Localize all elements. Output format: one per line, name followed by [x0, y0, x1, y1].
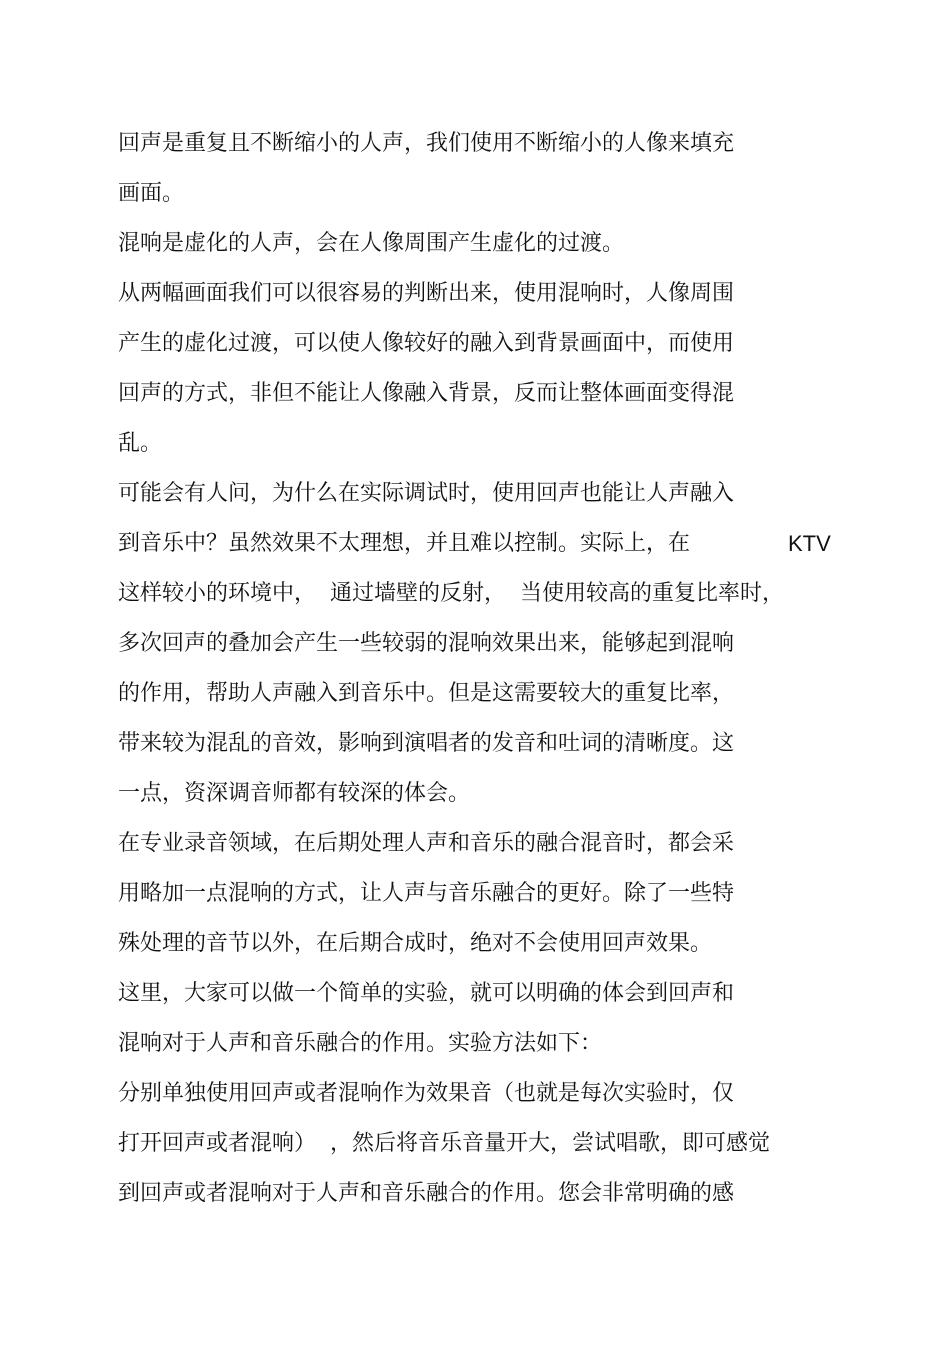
text-line-19: 混响对于人声和音乐融合的作用。实验方法如下： — [118, 1031, 603, 1056]
text-line-22: 到回声或者混响对于人声和音乐融合的作用。您会非常明确的感 — [118, 1181, 735, 1206]
text-line-10: 这样较小的环境中， 通过墙壁的反射， 当使用较高的重复比率时， — [118, 581, 784, 606]
text-line-16: 用略加一点混响的方式，让人声与音乐融合的更好。除了一些特 — [118, 881, 735, 906]
text-line-4: 从两幅画面我们可以很容易的判断出来，使用混响时，人像周围 — [118, 281, 735, 306]
text-line-9: 到音乐中？虽然效果不太理想，并且难以控制。实际上，在 — [118, 531, 691, 556]
text-line-2: 画面。 — [118, 181, 185, 206]
text-line-20: 分别单独使用回声或者混响作为效果音（也就是每次实验时，仅 — [118, 1081, 735, 1106]
text-line-18: 这里，大家可以做一个简单的实验，就可以明确的体会到回声和 — [118, 981, 735, 1006]
text-line-7: 乱。 — [118, 431, 163, 456]
text-line-14: 一点，资深调音师都有较深的体会。 — [118, 781, 471, 806]
text-line-11: 多次回声的叠加会产生一些较弱的混响效果出来，能够起到混响 — [118, 631, 735, 656]
text-line-8: 可能会有人问，为什么在实际调试时，使用回声也能让人声融入 — [118, 481, 735, 506]
ktv-text: KTV — [788, 531, 831, 556]
text-line-17: 殊处理的音节以外，在后期合成时，绝对不会使用回声效果。 — [118, 931, 713, 956]
text-line-3: 混响是虚化的人声，会在人像周围产生虚化的过渡。 — [118, 231, 625, 256]
text-line-13: 带来较为混乱的音效，影响到演唱者的发音和吐词的清晰度。这 — [118, 731, 735, 756]
text-line-21: 打开回声或者混响） ，然后将音乐音量开大，尝试唱歌，即可感觉 — [118, 1131, 770, 1156]
text-line-12: 的作用，帮助人声融入到音乐中。但是这需要较大的重复比率， — [118, 681, 735, 706]
text-line-15: 在专业录音领域，在后期处理人声和音乐的融合混音时，都会采 — [118, 831, 735, 856]
text-line-5: 产生的虚化过渡，可以使人像较好的融入到背景画面中，而使用 — [118, 331, 735, 356]
text-line-1: 回声是重复且不断缩小的人声，我们使用不断缩小的人像来填充 — [118, 131, 735, 156]
text-line-6: 回声的方式，非但不能让人像融入背景，反而让整体画面变得混 — [118, 381, 735, 406]
